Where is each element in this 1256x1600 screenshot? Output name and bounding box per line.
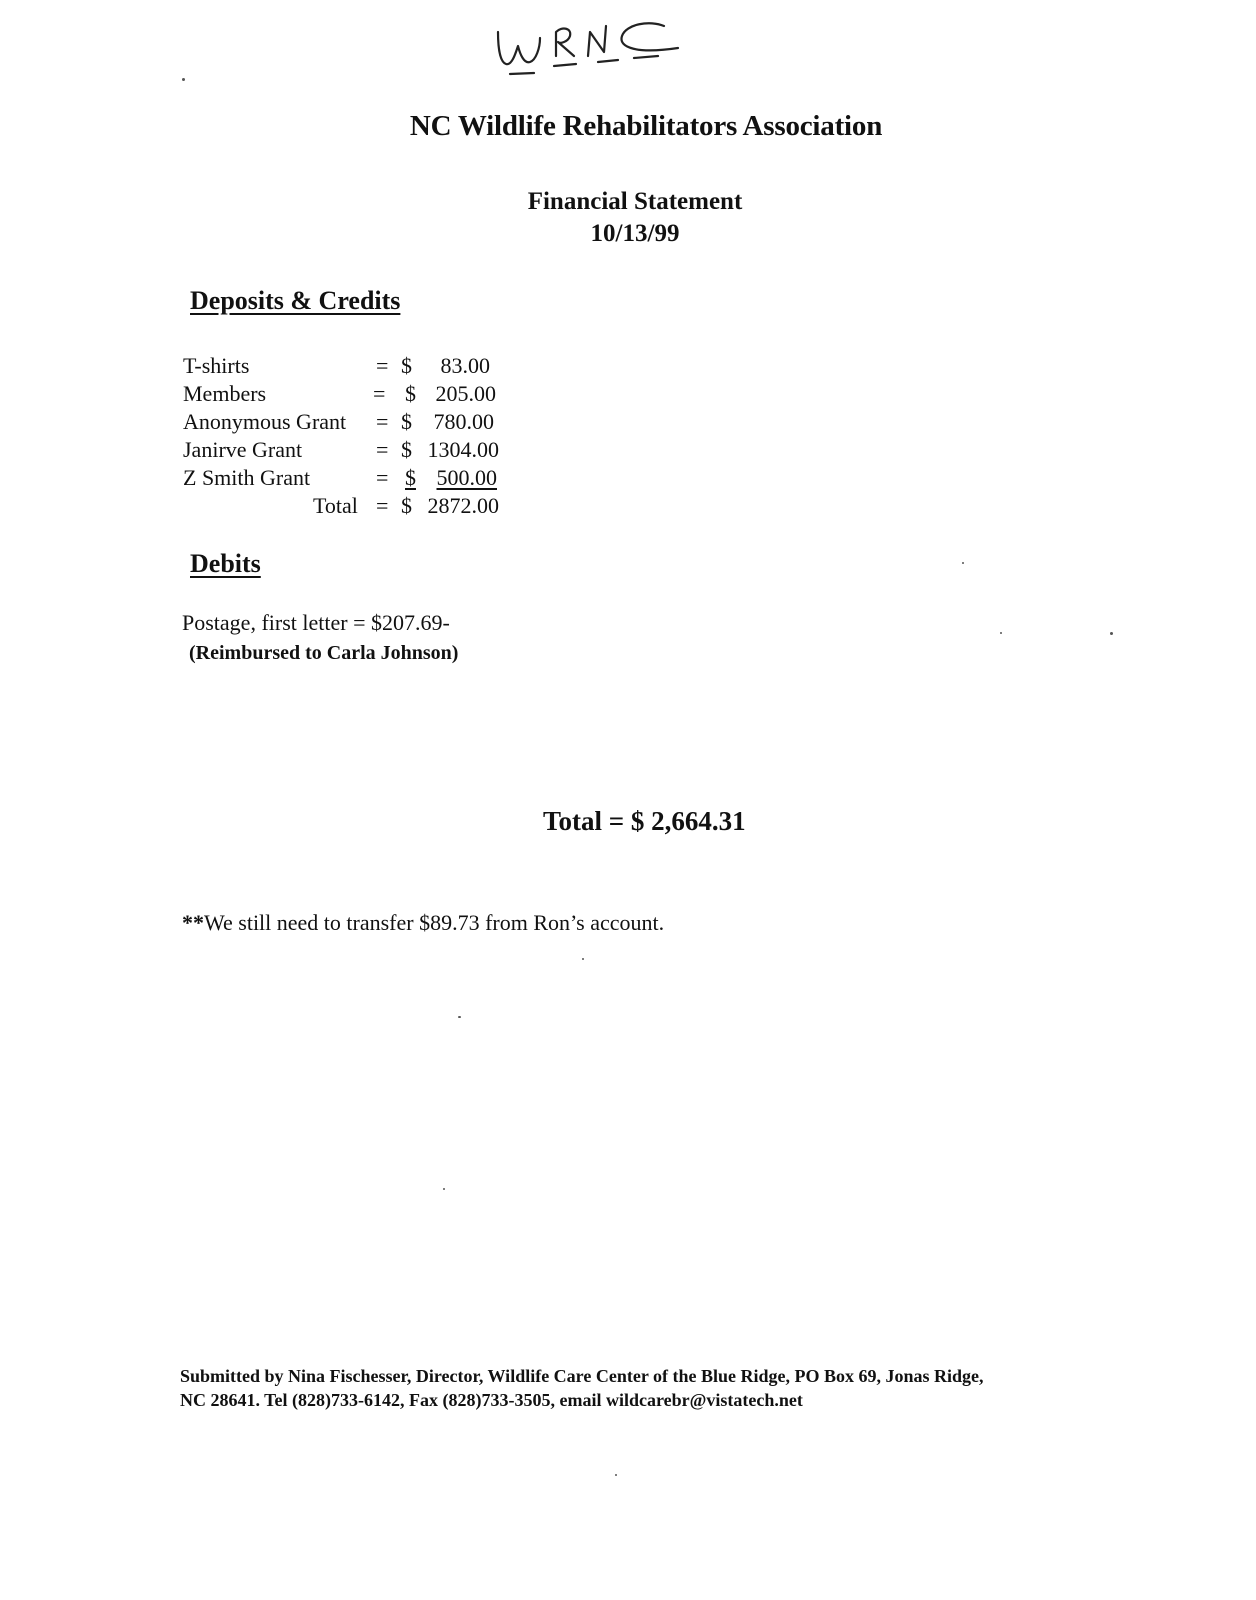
grand-total: Total = $ 2,664.31 [543,806,746,836]
ledger-equals: = [376,353,389,378]
scan-speck [458,1016,461,1018]
footer-line-2: NC 28641. Tel (828)733-6142, Fax (828)733-3505, email wildcarebr@vistatech.net [180,1390,803,1410]
scan-speck [1110,632,1113,635]
submission-footer [180,1364,1060,1412]
organization-title: NC Wildlife Rehabilitators Association [409,110,883,142]
scan-speck [615,1474,617,1476]
ledger-amount: 500.00 [436,465,497,490]
ledger-currency: $ [401,493,412,518]
ledger-currency: $ [405,465,416,490]
scan-speck [582,958,584,960]
transfer-note-text: We still need to transfer $89.73 from Ron’s account. [204,910,665,935]
ledger-equals: = [373,381,386,406]
ledger-row [183,380,523,408]
deposits-heading: Deposits & Credits [190,286,401,315]
footer-line-1: Submitted by Nina Fischesser, Director, Wildlife Care Center of the Blue Ridge, PO Box 69, Jonas Ridge, [180,1366,984,1386]
ledger-currency: $ [405,381,416,406]
statement-date: 10/13/99 [590,220,680,247]
ledger-label: T-shirts [183,353,250,378]
debit-postage-line: Postage, first letter = $207.69- [182,610,450,635]
ledger-currency: $ [401,353,412,378]
deposits-ledger [183,352,523,520]
scan-speck [1000,632,1002,634]
scan-speck [443,1188,445,1190]
transfer-note-stars: ** [182,910,204,935]
transfer-note [182,910,664,936]
ledger-total-label: Total [313,493,358,518]
ledger-amount: 780.00 [433,409,494,434]
debit-reimbursement-note: (Reimbursed to Carla Johnson) [189,642,459,664]
ledger-total-amount: 2872.00 [427,493,499,518]
statement-header [480,186,790,250]
ledger-label: Janirve Grant [183,437,303,462]
ledger-label: Z Smith Grant [183,465,311,490]
ledger-equals: = [376,409,389,434]
scan-speck [182,78,185,81]
debits-heading: Debits [190,549,261,578]
handwritten-annotation [488,12,708,84]
ledger-currency: $ [401,409,412,434]
ledger-row [183,408,523,436]
handwriting-drawing [488,12,708,84]
statement-title: Financial Statement [527,188,743,215]
ledger-total-row [183,492,523,520]
ledger-amount: 1304.00 [427,437,499,462]
ledger-amount: 83.00 [440,353,490,378]
ledger-row [183,352,523,380]
ledger-label: Members [183,381,267,406]
scan-speck [962,562,964,564]
ledger-equals: = [376,437,389,462]
ledger-equals: = [376,493,389,518]
ledger-currency: $ [401,437,412,462]
ledger-equals: = [376,465,389,490]
ledger-label: Anonymous Grant [183,409,347,434]
ledger-row [183,436,523,464]
ledger-row [183,464,523,492]
ledger-amount: 205.00 [435,381,496,406]
